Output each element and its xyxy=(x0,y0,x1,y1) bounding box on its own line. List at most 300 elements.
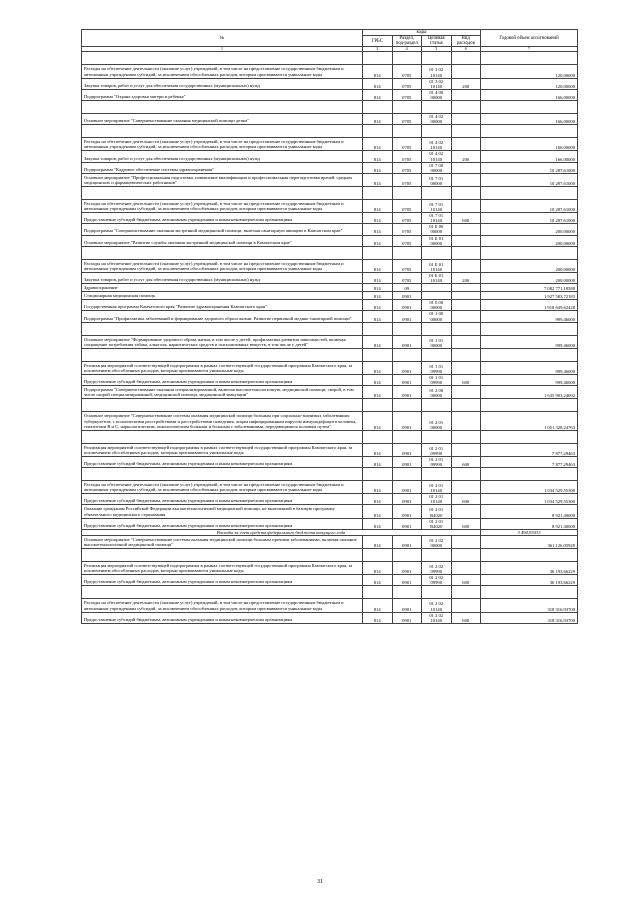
row-grbs: 814 xyxy=(363,562,393,575)
row-target-article: 01 2 01 R4020 xyxy=(422,518,452,529)
row-razdel: 0901 xyxy=(392,335,422,348)
colnum-2: 3 xyxy=(363,47,393,52)
row-name: Закупка товаров, работ и услуг для обеспечения государственных (муниципальных) нужд xyxy=(82,78,363,89)
row-amount: 1 034 529,55300 xyxy=(481,494,578,505)
row-target-article: 01 2 01 09990 xyxy=(422,443,452,456)
colnum-4: 5 xyxy=(422,47,452,52)
spacer-cell xyxy=(392,101,422,114)
table-row xyxy=(82,78,578,89)
row-grbs: 814 xyxy=(363,224,393,235)
spacer-cell xyxy=(422,246,452,259)
row-target-article: 01 2 02 10140 xyxy=(422,612,452,623)
row-razdel: 0705 xyxy=(392,235,422,246)
spacer-cell xyxy=(422,186,452,199)
row-grbs: 814 xyxy=(363,300,393,311)
row-target-article xyxy=(422,284,452,292)
table-row xyxy=(82,311,578,322)
spacer-cell xyxy=(451,322,481,335)
spacer-cell xyxy=(481,246,578,259)
spacer-cell xyxy=(363,549,393,562)
spacer-cell xyxy=(422,468,452,481)
row-target-article: 01 4 02 10140 xyxy=(422,151,452,162)
row-expense-type: 600 xyxy=(451,612,481,623)
spacer-cell xyxy=(451,52,481,65)
row-razdel: 0901 xyxy=(392,375,422,386)
row-amount: 7 877,29463 xyxy=(481,443,578,456)
row-expense-type xyxy=(451,173,481,186)
row-razdel: 0901 xyxy=(392,412,422,430)
row-name: Подпрограмма "Профилактика заболеваний и формирование здорового образа жизни. Развитие первичной медико-санитарной помощи" xyxy=(82,311,363,322)
row-amount: 7 082 771,18580 xyxy=(481,284,578,292)
spacer-cell xyxy=(422,549,452,562)
table-row xyxy=(82,505,578,518)
row-target-article: 01 2 02 09990 xyxy=(422,575,452,586)
row-expense-type xyxy=(451,481,481,494)
spacer-cell xyxy=(82,246,363,259)
table-row xyxy=(82,199,578,212)
spacer-cell xyxy=(451,101,481,114)
spacer-cell xyxy=(363,586,393,599)
row-amount: 120,00000 xyxy=(481,78,578,89)
table-row xyxy=(82,284,578,292)
row-expense-type xyxy=(451,138,481,151)
row-name: Предоставление субсидий бюджетным, автономным учреждениям и иным некоммерческим организациям xyxy=(82,518,363,529)
spacer-row xyxy=(82,186,578,199)
row-grbs: 814 xyxy=(363,292,393,300)
row-amount: 120,00000 xyxy=(481,65,578,78)
row-grbs: 814 xyxy=(363,535,393,548)
spacer-cell xyxy=(451,186,481,199)
row-name: Реализация мероприятий соответствующей подпрограммы в рамках соответствующей государственной программы Камчатского края, за исключением обособленных расходов, которым присваиваются уникальные коды xyxy=(82,443,363,456)
table-row xyxy=(82,235,578,246)
row-name: Предоставление субсидий бюджетным, автономным учреждениям и иным некоммерческим организациям xyxy=(82,575,363,586)
table-row xyxy=(82,138,578,151)
colnum-1: 1 xyxy=(82,47,363,52)
row-target-article: 01 7 00 00000 xyxy=(422,162,452,173)
row-expense-type xyxy=(451,505,481,518)
row-name: Государственная программа Камчатского края "Развитие здравоохранения Камчатского края" xyxy=(82,300,363,311)
table-row xyxy=(82,213,578,224)
row-name: Расходы на обеспечение деятельности (оказание услуг) учреждений, в том числе на предоставление государственным бюджетным и автономным учреждениям субсидий, за исключением обособленных расходов, которым присваиваются уникальные коды xyxy=(82,481,363,494)
row-razdel: 0901 xyxy=(392,443,422,456)
row-razdel: 0705 xyxy=(392,173,422,186)
table-row xyxy=(82,518,578,529)
spacer-cell xyxy=(392,52,422,65)
row-amount: 8 921,40000 xyxy=(481,505,578,518)
row-amount: 10 287,61000 xyxy=(481,173,578,186)
spacer-cell xyxy=(451,430,481,443)
spacer-cell xyxy=(451,586,481,599)
row-amount: 200,00000 xyxy=(481,272,578,283)
row-amount: 1 918 649,62428 xyxy=(481,300,578,311)
row-target-article: 01 2 01 10140 xyxy=(422,481,452,494)
spacer-cell xyxy=(481,186,578,199)
spacer-cell xyxy=(363,468,393,481)
row-target-article: 01 2 02 00000 xyxy=(422,535,452,548)
row-expense-type: 600 xyxy=(451,375,481,386)
row-razdel: 0705 xyxy=(392,114,422,125)
row-amount: 361 126,05929 xyxy=(481,535,578,548)
budget-table xyxy=(81,29,578,624)
spacer-cell xyxy=(82,549,363,562)
row-expense-type xyxy=(451,284,481,292)
row-razdel: 0901 xyxy=(392,292,422,300)
row-name: Расходы на обеспечение деятельности (оказание услуг) учреждений, в том числе на предоставление государственным бюджетным и автономным учреждениям субсидий, за исключением обособленных расходов, которым присваиваются уникальные коды xyxy=(82,138,363,151)
row-amount: 1 034 529,55300 xyxy=(481,481,578,494)
table-row xyxy=(82,151,578,162)
row-amount: 999,46000 xyxy=(481,311,578,322)
row-target-article: 01 1 00 00000 xyxy=(422,311,452,322)
row-grbs: 814 xyxy=(363,311,393,322)
row-razdel: 0901 xyxy=(392,535,422,548)
table-row xyxy=(82,412,578,430)
row-razdel: 0705 xyxy=(392,224,422,235)
row-grbs: 814 xyxy=(363,612,393,623)
row-grbs: 814 xyxy=(363,272,393,283)
row-grbs: 814 xyxy=(363,259,393,272)
row-grbs: 814 xyxy=(363,599,393,612)
row-razdel: 0901 xyxy=(392,612,422,623)
row-amount: 36 193,66229 xyxy=(481,562,578,575)
row-grbs: 814 xyxy=(363,335,393,348)
table-row xyxy=(82,443,578,456)
row-razdel: 0901 xyxy=(392,599,422,612)
row-name: Основное мероприятие "Формирование здорового образа жизни, в том числе у детей, профилактика развития зависимостей, включая сокращение потребления табака, алкоголя, наркотических средств и психоактивных веществ, в том числе у детей" xyxy=(82,335,363,348)
spacer-cell xyxy=(451,399,481,412)
table-row xyxy=(82,335,578,348)
spacer-row xyxy=(82,586,578,599)
spacer-cell xyxy=(392,125,422,138)
row-expense-type: 600 xyxy=(451,575,481,586)
row-expense-type xyxy=(451,224,481,235)
spacer-cell xyxy=(82,125,363,138)
table-row xyxy=(82,599,578,612)
spacer-cell xyxy=(422,52,452,65)
row-razdel: 0901 xyxy=(392,386,422,399)
spacer-cell xyxy=(451,348,481,361)
row-name: Расходы на обеспечение деятельности (оказание услуг) учреждений, в том числе на предоставление государственным бюджетным и автономным учреждениям субсидий, за исключением обособленных расходов, которым присваиваются уникальные коды xyxy=(82,65,363,78)
colnum-6: 7 xyxy=(481,47,578,52)
row-grbs: 814 xyxy=(363,518,393,529)
row-expense-type xyxy=(451,535,481,548)
spacer-cell xyxy=(481,322,578,335)
spacer-cell xyxy=(363,322,393,335)
row-razdel: 0705 xyxy=(392,78,422,89)
table-row xyxy=(82,162,578,173)
row-target-article: 01 3 02 10140 xyxy=(422,78,452,89)
row-amount: 8 921,40000 xyxy=(481,518,578,529)
row-amount: 999,46000 xyxy=(481,335,578,348)
row-grbs: 814 xyxy=(363,575,393,586)
table-row xyxy=(82,386,578,399)
header-codes: коды xyxy=(363,30,481,36)
header-razdel: Раздел, под-раздел xyxy=(392,36,422,47)
spacer-cell xyxy=(481,468,578,481)
row-grbs: 814 xyxy=(363,443,393,456)
row-amount: 10 287,61000 xyxy=(481,199,578,212)
row-grbs: 814 xyxy=(363,456,393,467)
row-name: Расходы на обеспечение деятельности (оказание услуг) учреждений, в том числе на предоставление государственным бюджетным и автономным учреждениям субсидий, за исключением обособленных расходов, которым присваиваются уникальные коды xyxy=(82,199,363,212)
spacer-row xyxy=(82,125,578,138)
row-name: Подпрограмма "Совершенствование оказания специализированной, включая высокотехнологичную, медицинской помощи, скорой, в том числе скорой специализированной, медицинской помощи, медицинской эвакуации" xyxy=(82,386,363,399)
row-expense-type xyxy=(451,386,481,399)
row-grbs: 814 xyxy=(363,162,393,173)
row-expense-type xyxy=(451,361,481,374)
spacer-cell xyxy=(392,399,422,412)
spacer-cell xyxy=(82,186,363,199)
row-razdel: 0901 xyxy=(392,505,422,518)
colnum-3: 4 xyxy=(392,47,422,52)
table-row xyxy=(82,562,578,575)
row-grbs: 814 xyxy=(363,173,393,186)
spacer-cell xyxy=(392,468,422,481)
row-razdel: 0705 xyxy=(392,272,422,283)
table-row xyxy=(82,535,578,548)
header-number: № xyxy=(82,30,363,47)
spacer-row xyxy=(82,101,578,114)
spacer-cell xyxy=(392,586,422,599)
row-grbs: 814 xyxy=(363,494,393,505)
row-expense-type xyxy=(451,89,481,100)
row-name: Реализация мероприятий соответствующей подпрограммы в рамках соответствующей государственной программы Камчатского края, за исключением обособленных расходов, которым присваиваются уникальные коды xyxy=(82,562,363,575)
row-expense-type xyxy=(451,443,481,456)
row-name: Оказание гражданам Российской Федерации высокотехнологичной медицинской помощи, не включенной в базовую программу обязательного медицинского страхования xyxy=(82,505,363,518)
spacer-cell xyxy=(82,468,363,481)
spacer-cell xyxy=(481,549,578,562)
row-expense-type xyxy=(451,162,481,173)
row-target-article: 01 0 00 00000 xyxy=(422,300,452,311)
spacer-cell xyxy=(451,468,481,481)
spacer-cell xyxy=(82,430,363,443)
row-grbs: 814 xyxy=(363,78,393,89)
spacer-cell xyxy=(363,246,393,259)
row-grbs: 814 xyxy=(363,505,393,518)
table-row xyxy=(82,89,578,100)
row-grbs: 814 xyxy=(363,151,393,162)
header-grbs: ГРБС xyxy=(363,36,393,47)
spacer-cell xyxy=(392,246,422,259)
page-number: 31 xyxy=(317,879,323,885)
row-expense-type xyxy=(451,65,481,78)
row-razdel: 0901 xyxy=(392,300,422,311)
row-amount: 1 927 583,72183 xyxy=(481,292,578,300)
row-razdel: 0901 xyxy=(392,575,422,586)
row-amount: 10 287,61000 xyxy=(481,213,578,224)
spacer-cell xyxy=(363,348,393,361)
table-row xyxy=(82,375,578,386)
spacer-cell xyxy=(392,348,422,361)
table-row xyxy=(82,292,578,300)
row-grbs: 814 xyxy=(363,89,393,100)
row-name: Основное мероприятие "Совершенствование оказания медицинской помощи детям" xyxy=(82,114,363,125)
row-expense-type xyxy=(451,292,481,300)
row-expense-type: 200 xyxy=(451,272,481,283)
row-amount: 200,00000 xyxy=(481,259,578,272)
note-text: Расходы за счет средств федерального бюджета текущего года xyxy=(82,529,481,535)
spacer-cell xyxy=(481,430,578,443)
row-razdel: 0705 xyxy=(392,213,422,224)
row-grbs: 814 xyxy=(363,213,393,224)
row-target-article: 01 1 01 09990 xyxy=(422,375,452,386)
row-target-article: 01 1 01 09990 xyxy=(422,361,452,374)
row-amount: 1 051 328,24763 xyxy=(481,412,578,430)
spacer-row xyxy=(82,430,578,443)
row-expense-type xyxy=(451,335,481,348)
row-expense-type: 600 xyxy=(451,456,481,467)
row-name: Закупка товаров, работ и услуг для обеспечения государственных (муниципальных) нужд xyxy=(82,272,363,283)
row-name: Расходы на обеспечение деятельности (оказание услуг) учреждений, в том числе на предоставление государственным бюджетным и автономным учреждениям субсидий, за исключением обособленных расходов, которым присваиваются уникальные коды xyxy=(82,259,363,272)
row-expense-type xyxy=(451,259,481,272)
row-target-article: 01 2 01 09990 xyxy=(422,456,452,467)
row-expense-type xyxy=(451,599,481,612)
row-expense-type xyxy=(451,562,481,575)
spacer-cell xyxy=(451,125,481,138)
spacer-cell xyxy=(363,430,393,443)
table-body xyxy=(82,52,578,623)
row-target-article: 01 Б 01 10140 xyxy=(422,259,452,272)
spacer-row xyxy=(82,52,578,65)
table-row xyxy=(82,361,578,374)
spacer-row xyxy=(82,468,578,481)
row-expense-type: 200 xyxy=(451,151,481,162)
spacer-cell xyxy=(82,399,363,412)
row-razdel: 0705 xyxy=(392,151,422,162)
table-row xyxy=(82,65,578,78)
row-name: Предоставление субсидий бюджетным, автономным учреждениям и иным некоммерческим организациям xyxy=(82,456,363,467)
spacer-cell xyxy=(363,399,393,412)
row-grbs: 814 xyxy=(363,361,393,374)
row-grbs: 814 xyxy=(363,235,393,246)
spacer-row xyxy=(82,246,578,259)
row-name: Здравоохранение xyxy=(82,284,363,292)
spacer-cell xyxy=(422,348,452,361)
row-razdel: 09 xyxy=(392,284,422,292)
row-target-article: 01 2 01 10140 xyxy=(422,494,452,505)
spacer-cell xyxy=(422,399,452,412)
spacer-row xyxy=(82,399,578,412)
row-name: Предоставление субсидий бюджетным, автономным учреждениям и иным некоммерческим организациям xyxy=(82,375,363,386)
row-name: Реализация мероприятий соответствующей подпрограммы в рамках соответствующей государственной программы Камчатского края, за исключением обособленных расходов, которым присваиваются уникальные коды xyxy=(82,361,363,374)
row-razdel: 0901 xyxy=(392,494,422,505)
spacer-cell xyxy=(422,430,452,443)
row-expense-type xyxy=(451,199,481,212)
spacer-cell xyxy=(392,549,422,562)
row-amount: 166,00000 xyxy=(481,89,578,100)
spacer-cell xyxy=(363,186,393,199)
row-target-article: 01 2 00 00000 xyxy=(422,386,452,399)
row-amount: 999,46000 xyxy=(481,361,578,374)
row-expense-type: 600 xyxy=(451,213,481,224)
spacer-cell xyxy=(481,101,578,114)
row-name: Расходы на обеспечение деятельности (оказание услуг) учреждений, в том числе на предоставление государственным бюджетным и автономным учреждениям субсидий, за исключением обособленных расходов, которым присваиваются уникальные коды xyxy=(82,599,363,612)
spacer-cell xyxy=(481,586,578,599)
table-row xyxy=(82,481,578,494)
table-row xyxy=(82,575,578,586)
spacer-row xyxy=(82,549,578,562)
row-amount: 999,46000 xyxy=(481,375,578,386)
row-razdel: 0705 xyxy=(392,199,422,212)
row-grbs: 814 xyxy=(363,114,393,125)
row-name: Стационарная медицинская помощь xyxy=(82,292,363,300)
row-target-article: 01 4 02 10140 xyxy=(422,138,452,151)
row-razdel: 0901 xyxy=(392,311,422,322)
row-target-article: 01 Б 00 00000 xyxy=(422,224,452,235)
row-target-article: 01 2 02 10140 xyxy=(422,599,452,612)
header-target-article: Целевая статья xyxy=(422,36,452,47)
row-expense-type xyxy=(451,300,481,311)
spacer-cell xyxy=(481,348,578,361)
spacer-cell xyxy=(392,186,422,199)
spacer-cell xyxy=(82,586,363,599)
spacer-cell xyxy=(422,586,452,599)
row-amount: 1 635 903,24692 xyxy=(481,386,578,399)
spacer-cell xyxy=(82,52,363,65)
row-name: Основное мероприятие "Развитие службы оказания экстренной медицинской помощи в Камчатском крае" xyxy=(82,235,363,246)
row-expense-type xyxy=(451,235,481,246)
header-expense-type: Вид расходов xyxy=(451,36,481,47)
row-target-article: 01 4 00 00000 xyxy=(422,89,452,100)
spacer-cell xyxy=(451,549,481,562)
row-target-article: 01 2 01 R4020 xyxy=(422,505,452,518)
spacer-cell xyxy=(422,322,452,335)
row-target-article: 01 3 02 10140 xyxy=(422,65,452,78)
row-amount: 200,00000 xyxy=(481,235,578,246)
table-row xyxy=(82,224,578,235)
row-razdel: 0901 xyxy=(392,518,422,529)
row-razdel: 0901 xyxy=(392,361,422,374)
row-name: Подпрограмма "Кадровое обеспечение системы здравоохранения" xyxy=(82,162,363,173)
spacer-cell xyxy=(481,125,578,138)
spacer-cell xyxy=(82,348,363,361)
row-amount: 166,00000 xyxy=(481,151,578,162)
row-expense-type: 600 xyxy=(451,518,481,529)
row-name: Основное мероприятие "Профессиональная подготовка, повышение квалификации и профессиональная переподготовка врачей, средних медицинских и фармацевтических работников" xyxy=(82,173,363,186)
spacer-cell xyxy=(422,101,452,114)
table-row xyxy=(82,173,578,186)
row-name: Подпрограмма "Охрана здоровья матери и ребенка" xyxy=(82,89,363,100)
row-amount: 200,00000 xyxy=(481,224,578,235)
row-expense-type xyxy=(451,412,481,430)
spacer-cell xyxy=(422,125,452,138)
spacer-cell xyxy=(392,430,422,443)
table-row xyxy=(82,456,578,467)
header-annual-amount: Годовой объем ассигнований xyxy=(481,30,578,47)
row-name: Основное мероприятие "Совершенствование системы оказания медицинской помощи больным при социально-значимых заболеваниях: туберкулезом, с психическими расстройствами и расстройствами поведения, лицам инфицированным вирусом иммунодефицита человека, гепатитами В и С, наркологическим, онкологическим больным и больным с заболеваниями, передающимися половым путем" xyxy=(82,412,363,430)
row-grbs: 814 xyxy=(363,138,393,151)
row-target-article: 01 2 02 09990 xyxy=(422,562,452,575)
row-expense-type xyxy=(451,311,481,322)
row-razdel: 0901 xyxy=(392,481,422,494)
row-target-article: 01 7 01 10140 xyxy=(422,199,452,212)
table-row xyxy=(82,300,578,311)
spacer-cell xyxy=(451,246,481,259)
note-amount: 3 494,93033 xyxy=(481,529,578,535)
row-amount: 166,00000 xyxy=(481,114,578,125)
row-target-article: 01 7 01 00000 xyxy=(422,173,452,186)
spacer-cell xyxy=(363,101,393,114)
row-razdel: 0705 xyxy=(392,89,422,100)
row-name: Основное мероприятие "Совершенствование системы оказания медицинской помощи больным прочими заболеваниями, включая оказание высокотехнологичной медицинской помощи" xyxy=(82,535,363,548)
row-expense-type: 600 xyxy=(451,494,481,505)
row-target-article: 01 1 01 00000 xyxy=(422,335,452,348)
spacer-cell xyxy=(82,101,363,114)
table-row xyxy=(82,612,578,623)
table-row xyxy=(82,272,578,283)
row-expense-type xyxy=(451,114,481,125)
spacer-row xyxy=(82,322,578,335)
table-row xyxy=(82,259,578,272)
spacer-cell xyxy=(363,52,393,65)
